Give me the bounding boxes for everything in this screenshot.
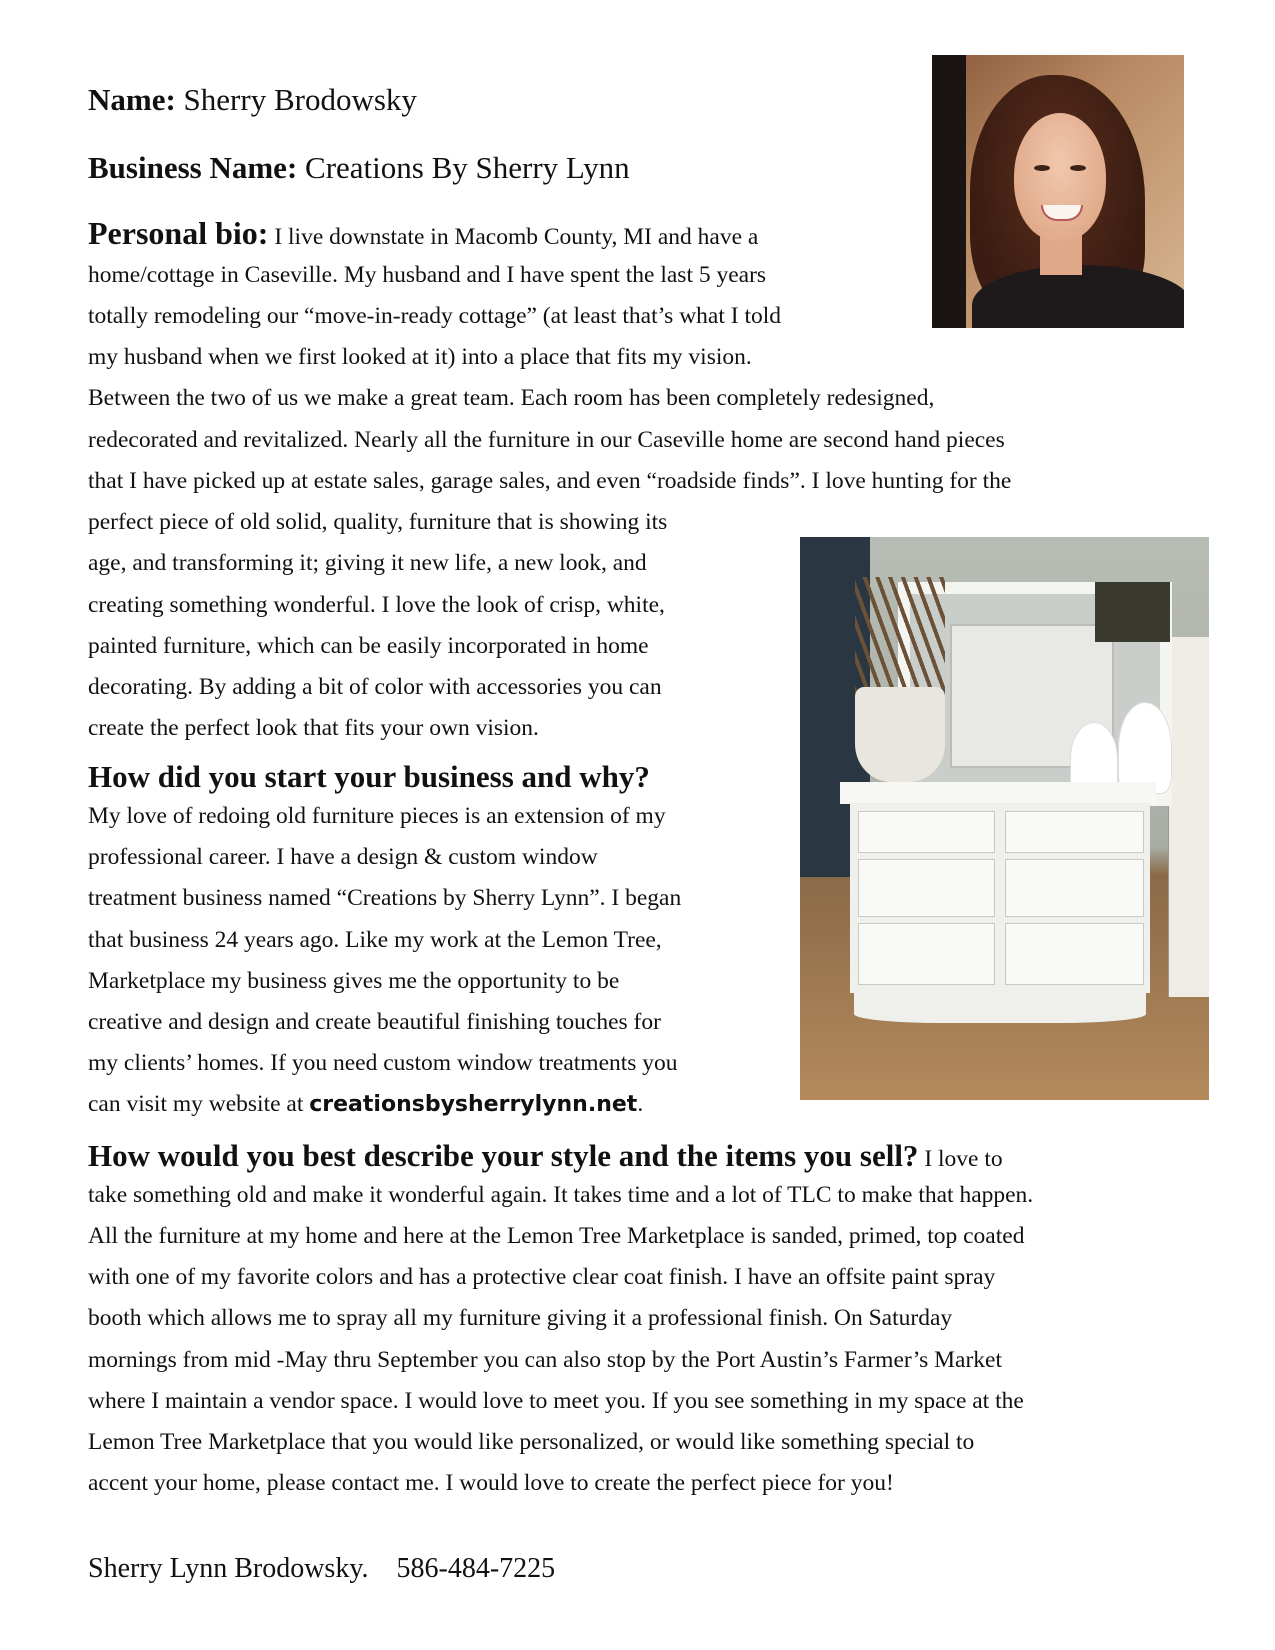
q2-line: booth which allows me to spray all my furniture giving it a professional finish. On Saturday [88,1305,953,1331]
bio-line: my husband when we first looked at it) into a place that fits my vision. [88,344,752,370]
q1-line: creative and design and create beautiful finishing touches for [88,1009,661,1035]
bio-line: age, and transforming it; giving it new life, a new look, and [88,550,647,576]
name-value: Sherry Brodowsky [175,82,417,117]
q2-first-text: I love to [918,1146,1003,1172]
q1-heading: How did you start your business and why? [88,759,650,794]
business-name-line [88,149,630,187]
q2-first-line [88,1137,1003,1178]
q1-line: my clients’ homes. If you need custom window treatments you [88,1050,678,1076]
bio-line: perfect piece of old solid, quality, furniture that is showing its [88,509,668,535]
footer-name: Sherry Lynn Brodowsky. [88,1553,369,1584]
q2-line: take something old and make it wonderful again. It takes time and a lot of TLC to make that happen. [88,1182,1034,1208]
q2-line: All the furniture at my home and here at the Lemon Tree Marketplace is sanded, primed, top coated [88,1223,1025,1249]
name-line [88,81,417,119]
bio-label: Personal bio: [88,215,269,251]
q2-line: with one of my favorite colors and has a protective clear coat finish. I have an offsite paint spray [88,1264,996,1290]
q1-line [88,1089,643,1120]
q1-line: Marketplace my business gives me the opportunity to be [88,968,620,994]
bio-line: painted furniture, which can be easily incorporated in home [88,633,649,659]
name-label: Name: [88,82,176,117]
bio-line [88,215,759,252]
bio-line: Between the two of us we make a great team. Each room has been completely redesigned, [88,385,935,411]
bio-line: that I have picked up at estate sales, garage sales, and even “roadside finds”. I love hunting for the [88,468,1012,494]
q1-line: treatment business named “Creations by Sherry Lynn”. I began [88,885,682,911]
bio-line: home/cottage in Caseville. My husband and I have spent the last 5 years [88,262,767,288]
q2-line: Lemon Tree Marketplace that you would like personalized, or would like something special to [88,1429,975,1455]
bio-line: create the perfect look that fits your own vision. [88,715,539,741]
business-label: Business Name: [88,150,298,185]
footer-phone: 586-484-7225 [396,1553,556,1584]
portrait-photo [932,55,1184,328]
q1-last-prefix: can visit my website at [88,1091,310,1117]
q2-line: mornings from mid -May thru September you can also stop by the Port Austin’s Farmer’s Market [88,1347,1002,1373]
website-link[interactable]: creationsbysherrylynn.net [309,1092,638,1117]
business-value: Creations By Sherry Lynn [297,150,630,185]
bio-line: decorating. By adding a bit of color with accessories you can [88,674,662,700]
bio-line: totally remodeling our “move-in-ready cottage” (at least that’s what I told [88,303,782,329]
bio-line: redecorated and revitalized. Nearly all the furniture in our Caseville home are second hand pieces [88,427,1005,453]
q1-last-suffix: . [637,1091,644,1117]
q1-line: that business 24 years ago. Like my work at the Lemon Tree, [88,927,662,953]
footer-contact [88,1552,555,1586]
q2-line: where I maintain a vendor space. I would love to meet you. If you see something in my space at the [88,1388,1024,1414]
q1-line: My love of redoing old furniture pieces is an extension of my [88,803,666,829]
q2-line: accent your home, please contact me. I would love to create the perfect piece for you! [88,1470,894,1496]
bio-text: I live downstate in Macomb County, MI and have a [268,224,759,250]
q1-line: professional career. I have a design & custom window [88,844,598,870]
dresser-photo [800,537,1209,1100]
q2-heading: How would you best describe your style and the items you sell? [88,1138,919,1173]
bio-line: creating something wonderful. I love the look of crisp, white, [88,592,665,618]
